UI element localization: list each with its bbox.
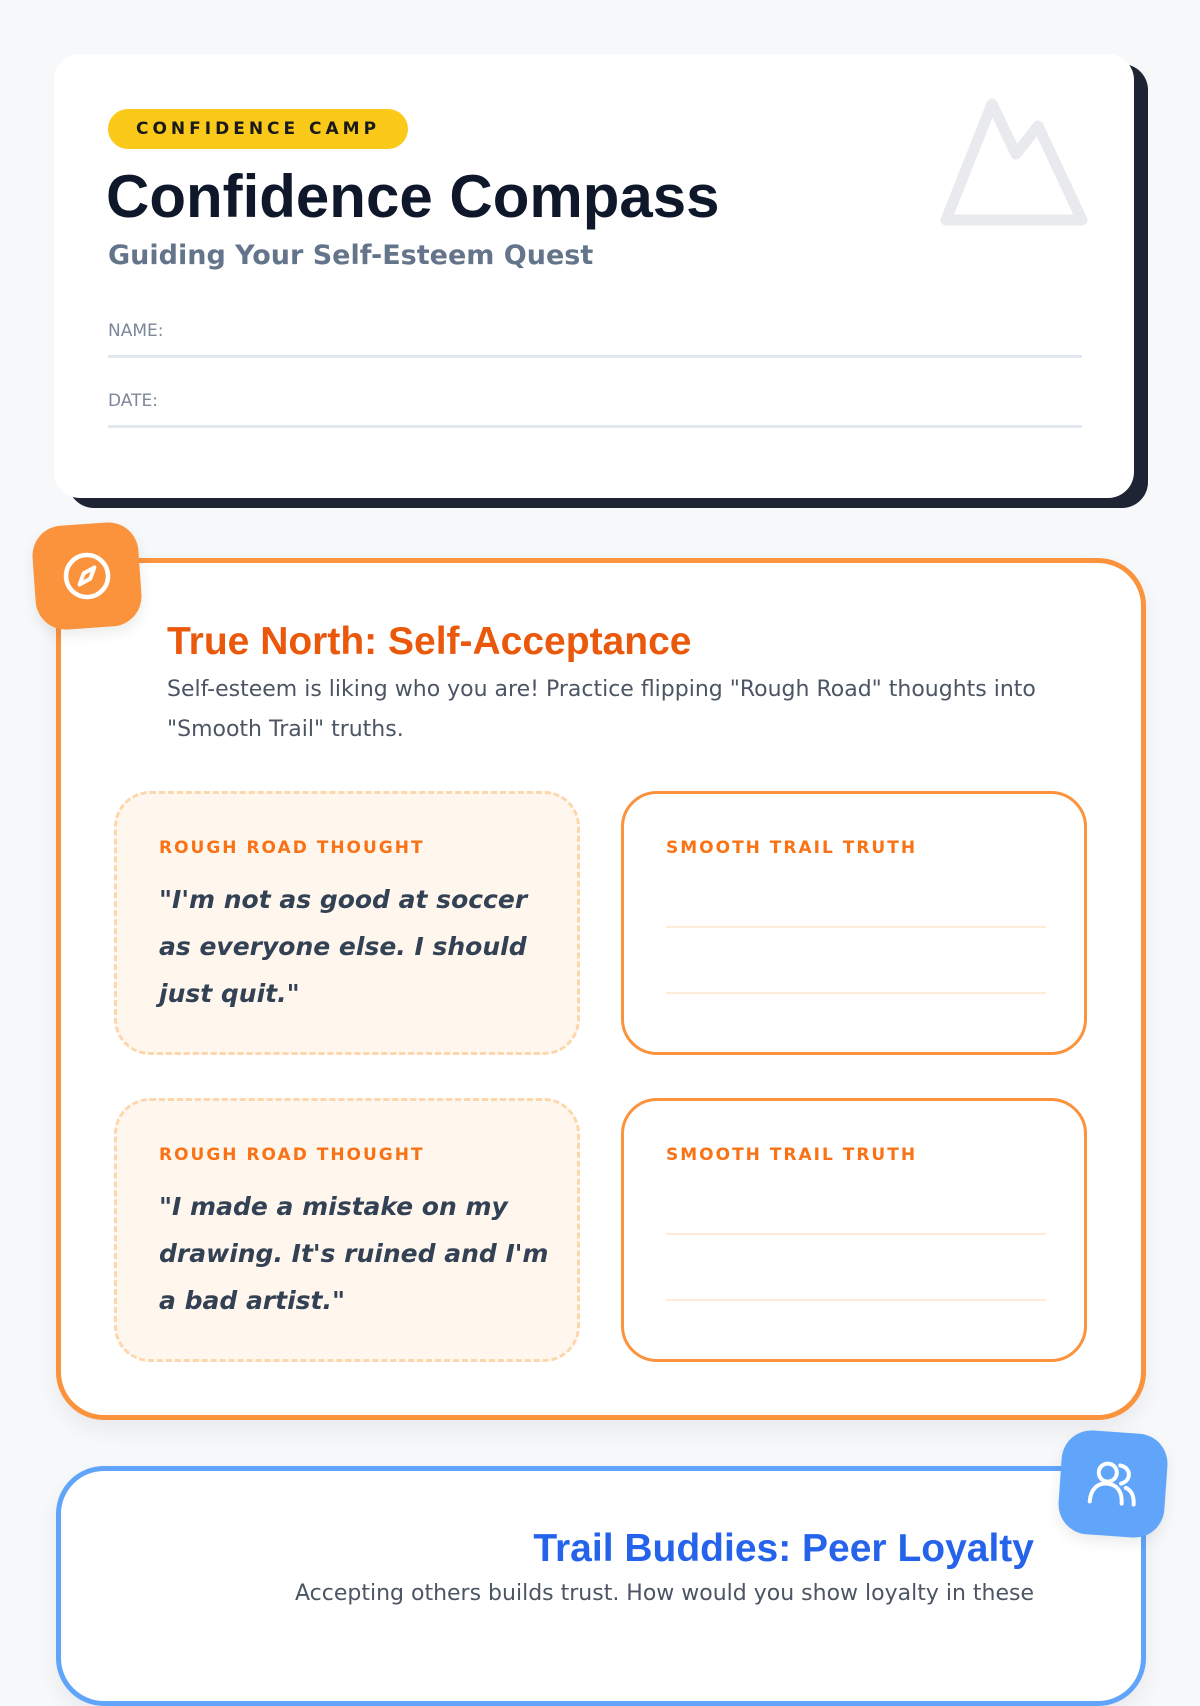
- peer-loyalty-description: Accepting others builds trust. How would you show loyalty in these: [295, 1581, 1034, 1606]
- rough-road-label: ROUGH ROAD THOUGHT: [159, 1145, 425, 1165]
- date-field[interactable]: [108, 388, 1082, 428]
- page-subtitle: Guiding Your Self-Esteem Quest: [108, 240, 594, 271]
- name-field-label: NAME:: [108, 321, 164, 341]
- camp-badge: CONFIDENCE CAMP: [108, 109, 408, 149]
- rough-road-card: [114, 791, 580, 1055]
- answer-line[interactable]: [666, 926, 1046, 928]
- header-card: [54, 54, 1134, 498]
- peer-loyalty-title: Trail Buddies: Peer Loyalty: [533, 1527, 1034, 1570]
- compass-icon: [57, 546, 117, 606]
- rough-road-quote: "I'm not as good at soccer as everyone else. I should just quit.": [159, 885, 528, 1008]
- answer-line[interactable]: [666, 1233, 1046, 1235]
- answer-line[interactable]: [666, 1299, 1046, 1301]
- self-acceptance-icon-badge: [31, 520, 144, 631]
- smooth-trail-label: SMOOTH TRAIL TRUTH: [666, 838, 918, 858]
- users-icon: [1082, 1453, 1144, 1515]
- page-title: Confidence Compass: [106, 163, 720, 230]
- name-field[interactable]: [108, 318, 1082, 358]
- rough-road-quote: "I made a mistake on my drawing. It's ruined and I'm a bad artist.": [159, 1192, 549, 1315]
- self-acceptance-description: Self-esteem is liking who you are! Practice flipping "Rough Road" thoughts into "Smooth Trail" truths.: [167, 677, 1036, 742]
- peer-loyalty-icon-badge: [1057, 1428, 1170, 1539]
- self-acceptance-title: True North: Self-Acceptance: [167, 620, 692, 663]
- mountain-icon: [934, 90, 1094, 230]
- rough-road-card: [114, 1098, 580, 1362]
- smooth-trail-label: SMOOTH TRAIL TRUTH: [666, 1145, 918, 1165]
- date-field-label: DATE:: [108, 391, 158, 411]
- rough-road-label: ROUGH ROAD THOUGHT: [159, 838, 425, 858]
- answer-line[interactable]: [666, 992, 1046, 994]
- smooth-trail-card[interactable]: [621, 791, 1087, 1055]
- smooth-trail-card[interactable]: [621, 1098, 1087, 1362]
